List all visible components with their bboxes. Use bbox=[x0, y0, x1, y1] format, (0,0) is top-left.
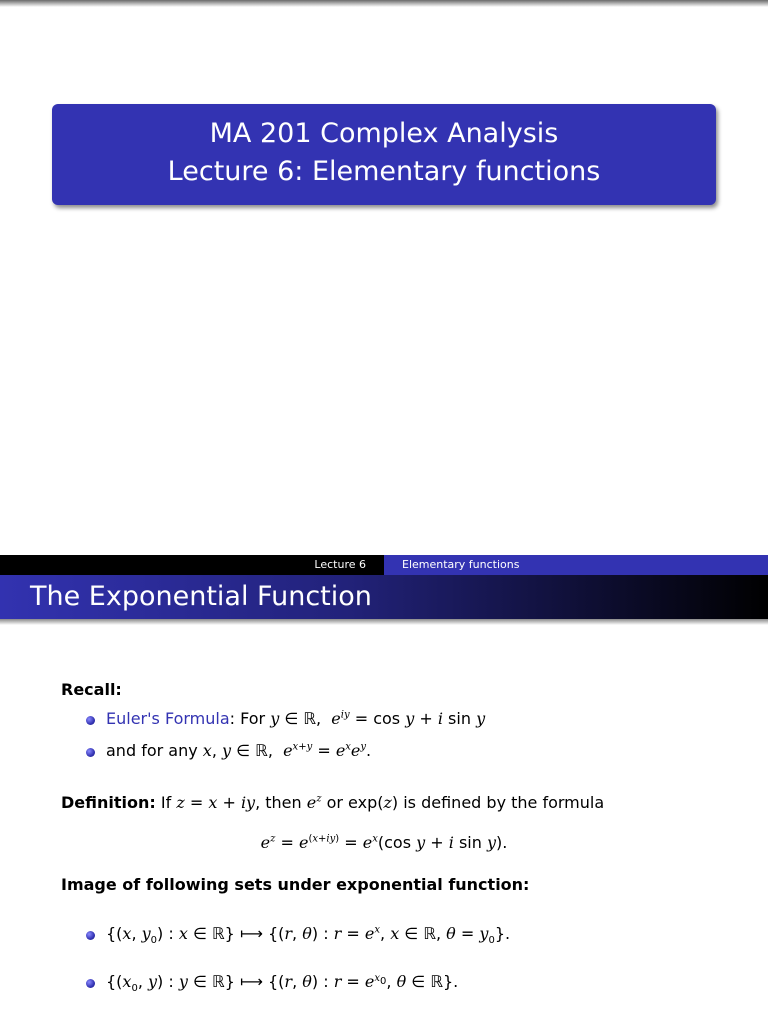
lecture-course-title: MA 201 Complex Analysis bbox=[209, 118, 559, 149]
bullet-icon bbox=[86, 748, 95, 757]
headline-section-label: Lecture 6 bbox=[314, 558, 366, 571]
title-slide bbox=[0, 7, 768, 555]
bullet-icon bbox=[86, 716, 95, 725]
bullet-icon bbox=[86, 931, 95, 940]
bullet-euler bbox=[106, 709, 485, 728]
title-box bbox=[52, 104, 716, 205]
bullet-addition: and for any x, y ∈ ℝ, $e^{x+y} = e^xe^y$. bbox=[106, 741, 372, 760]
lecture-subtitle: Lecture 6: Elementary functions bbox=[167, 156, 601, 187]
recall-label: Recall: bbox=[61, 680, 122, 699]
content-slide bbox=[0, 555, 768, 1024]
bullet-set2: {($x_0$, y) : y ∈ ℝ} ⟼ {(r, θ) : $r = e^{x_0}$, θ ∈ ℝ}. bbox=[106, 972, 459, 995]
headline-subsection-label: Elementary functions bbox=[402, 558, 520, 571]
bullet-icon bbox=[86, 979, 95, 988]
exp-definition-formula: $e^z = e^{(x+iy)} = e^x(\cos$ y + i sin y). bbox=[260, 833, 508, 852]
bullet-set1: {(x, $y_0$) : x ∈ ℝ} ⟼ {(r, θ) : $r = e^x$, x ∈ ℝ, $\theta = y_0$}. bbox=[106, 924, 511, 947]
euler-formula-link[interactable]: Euler's Formula bbox=[106, 709, 230, 728]
definition-label: Definition: bbox=[61, 793, 156, 812]
image-heading: Image of following sets under exponential function: bbox=[61, 875, 530, 894]
top-border bbox=[0, 0, 768, 7]
frame-content bbox=[0, 555, 768, 1024]
frame-title: The Exponential Function bbox=[30, 581, 372, 612]
definition: Definition: If z = x + iy, then $e^z$ or exp(z) is defined by the formula bbox=[61, 793, 605, 812]
euler-formula-text: : For y ∈ ℝ, $e^{iy} = \cos y + i$ sin y bbox=[229, 709, 486, 728]
